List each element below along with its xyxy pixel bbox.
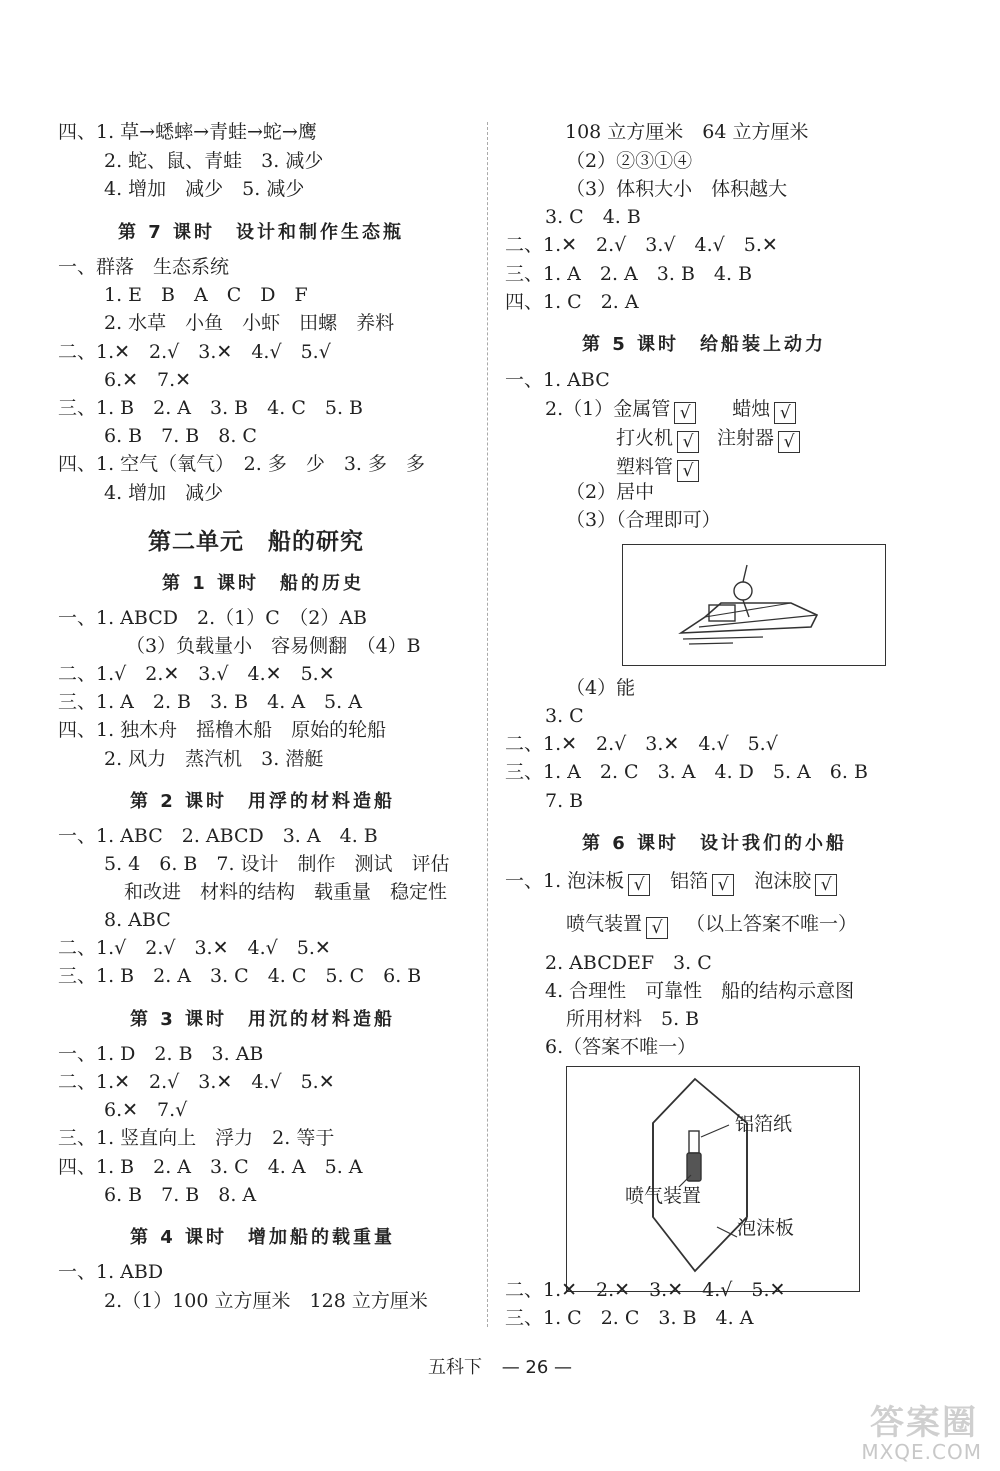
answer-line: 6. B 7. B 8. A <box>104 1184 257 1206</box>
ship-outline-icon <box>567 1067 859 1291</box>
answer-line <box>545 395 802 424</box>
lesson-heading: 第 6 课时 设计我们的小船 <box>582 833 848 854</box>
answer-line: （4）能 <box>566 677 636 699</box>
answer-line: 6. B 7. B 8. C <box>104 425 257 447</box>
lesson-heading: 第 2 课时 用浮的材料造船 <box>130 791 396 812</box>
answer-line: 7. B <box>545 790 584 812</box>
answer-line: 4. 增加 减少 <box>104 482 224 504</box>
watermark-url: MXQE.COM <box>861 1440 982 1464</box>
answer-line: 一、群落 生态系统 <box>58 256 230 278</box>
answer-line: 二、1.✕ 2.√ 3.✕ 4.√ 5.✕ <box>58 1071 335 1093</box>
answer-line: 8. ABC <box>104 909 171 931</box>
answer-line: 四、1. 草→蟋蟀→青蛙→蛇→鹰 <box>58 121 317 143</box>
answer-line: 1. E B A C D F <box>104 284 308 306</box>
unit-title: 第二单元 船的研究 <box>148 529 364 555</box>
answer-line: 4. 合理性 可靠性 船的结构示意图 <box>545 980 855 1002</box>
watermark-logo: 答案圈 <box>870 1403 978 1443</box>
check-box: √ <box>712 874 734 896</box>
option-label: 喷气装置 <box>566 913 643 935</box>
answer-line: 一、1. ABCD 2.（1）C （2）AB <box>58 607 368 629</box>
figure-label-foam: 泡沫板 <box>737 1217 795 1239</box>
page-footer <box>0 1353 1000 1379</box>
answer-line: （2）②③①④ <box>566 150 693 172</box>
answer-line <box>505 867 843 896</box>
option-label: 泡沫胶 <box>754 870 812 892</box>
lesson-heading: 第 7 课时 设计和制作生态瓶 <box>118 222 405 243</box>
answer-line: 4. 增加 减少 5. 减少 <box>104 178 305 200</box>
answer-line: 6.（答案不唯一） <box>545 1036 697 1058</box>
answer-line: 一、1. ABC 2. ABCD 3. A 4. B <box>58 825 378 847</box>
answer-line: 所用材料 5. B <box>566 1008 700 1030</box>
answer-line: 2. 蛇、鼠、青蛙 3. 减少 <box>104 150 324 172</box>
answer-line: 三、1. A 2. B 3. B 4. A 5. A <box>58 691 362 713</box>
boat-sketch-figure <box>622 544 886 666</box>
option-label: 蜡烛 <box>732 398 771 420</box>
check-box: √ <box>774 402 796 424</box>
answer-line: 3. C <box>545 705 584 727</box>
check-box: √ <box>677 431 699 453</box>
option-label: 铝箔 <box>670 870 709 892</box>
answer-line: 三、1. A 2. A 3. B 4. B <box>505 263 753 285</box>
lesson-heading: 第 3 课时 用沉的材料造船 <box>130 1009 396 1030</box>
answer-line: （3）（合理即可） <box>566 509 721 531</box>
check-box: √ <box>628 874 650 896</box>
answer-line: 二、1.√ 2.√ 3.✕ 4.√ 5.✕ <box>58 937 331 959</box>
answer-line: 3. C 4. B <box>545 206 641 228</box>
answer-line: （3）体积大小 体积越大 <box>566 178 788 200</box>
answer-line: 二、1.√ 2.✕ 3.√ 4.✕ 5.✕ <box>58 663 335 685</box>
option-label: 2.（1）金属管 <box>545 398 671 420</box>
answer-line: （3）负载量小 容易侧翻 （4）B <box>126 635 421 657</box>
lesson-heading: 第 5 课时 给船装上动力 <box>582 334 827 355</box>
check-box: √ <box>778 431 800 453</box>
answer-line: 6.✕ 7.✕ <box>104 369 192 391</box>
answer-line: 2.（1）100 立方厘米 128 立方厘米 <box>104 1290 428 1312</box>
answer-line: 108 立方厘米 64 立方厘米 <box>565 121 809 143</box>
answer-line: 和改进 材料的结构 载重量 稳定性 <box>124 881 448 903</box>
answer-line: 6.✕ 7.√ <box>104 1099 188 1121</box>
answer-line: 二、1.✕ 2.√ 3.✕ 4.√ 5.√ <box>58 341 331 363</box>
answer-line: 2. 风力 蒸汽机 3. 潜艇 <box>104 748 324 770</box>
answer-line: 三、1. C 2. C 3. B 4. A <box>505 1307 754 1329</box>
answer-line: 四、1. C 2. A <box>505 291 639 313</box>
ship-structure-figure <box>566 1066 860 1292</box>
answer-line: 四、1. 独木舟 摇橹木船 原始的轮船 <box>58 719 387 741</box>
answer-line: 5. 4 6. B 7. 设计 制作 测试 评估 <box>104 853 450 875</box>
answer-line: 三、1. 竖直向上 浮力 2. 等于 <box>58 1127 335 1149</box>
answer-line <box>566 910 857 939</box>
figure-label-foil: 铝箔纸 <box>735 1113 793 1135</box>
answer-line: 二、1.✕ 2.√ 3.√ 4.√ 5.✕ <box>505 234 778 256</box>
answer-line: 2. ABCDEF 3. C <box>545 952 712 974</box>
check-box: √ <box>677 460 699 482</box>
answer-line: 2. 水草 小鱼 小虾 田螺 养料 <box>104 312 395 334</box>
book-label: 五科下 <box>427 1357 482 1378</box>
page-number: — 26 — <box>501 1357 573 1378</box>
answer-line: 一、1. D 2. B 3. AB <box>58 1043 264 1065</box>
answer-line: 一、1. ABD <box>58 1261 164 1283</box>
figure-label-jet: 喷气装置 <box>625 1185 702 1207</box>
note-text: （以上答案不唯一） <box>686 913 858 935</box>
option-label: 注射器 <box>717 427 775 449</box>
answer-line: 二、1.✕ 2.√ 3.✕ 4.√ 5.√ <box>505 733 778 755</box>
answer-line: 四、1. 空气（氧气） 2. 多 少 3. 多 多 <box>58 453 426 475</box>
lesson-heading: 第 4 课时 增加船的载重量 <box>130 1227 396 1248</box>
answer-line: 一、1. ABC <box>505 369 610 391</box>
check-box: √ <box>674 402 696 424</box>
answer-line: 三、1. B 2. A 3. C 4. C 5. C 6. B <box>58 965 422 987</box>
answer-line: 二、1.✕ 2.✕ 3.✕ 4.√ 5.✕ <box>505 1279 786 1301</box>
check-box: √ <box>815 874 837 896</box>
boat-sketch-icon <box>623 545 885 665</box>
column-divider <box>487 122 488 1327</box>
check-box: √ <box>646 917 668 939</box>
answer-line <box>616 424 806 453</box>
answer-line: 三、1. B 2. A 3. B 4. C 5. B <box>58 397 363 419</box>
option-label: 一、1. 泡沫板 <box>505 870 625 892</box>
answer-line: 四、1. B 2. A 3. C 4. A 5. A <box>58 1156 363 1178</box>
option-label: 打火机 <box>616 427 674 449</box>
answer-line: （2）居中 <box>566 481 655 503</box>
lesson-heading: 第 1 课时 船的历史 <box>162 573 365 594</box>
answer-line: 三、1. A 2. C 3. A 4. D 5. A 6. B <box>505 761 868 783</box>
option-label: 塑料管 <box>616 456 674 478</box>
